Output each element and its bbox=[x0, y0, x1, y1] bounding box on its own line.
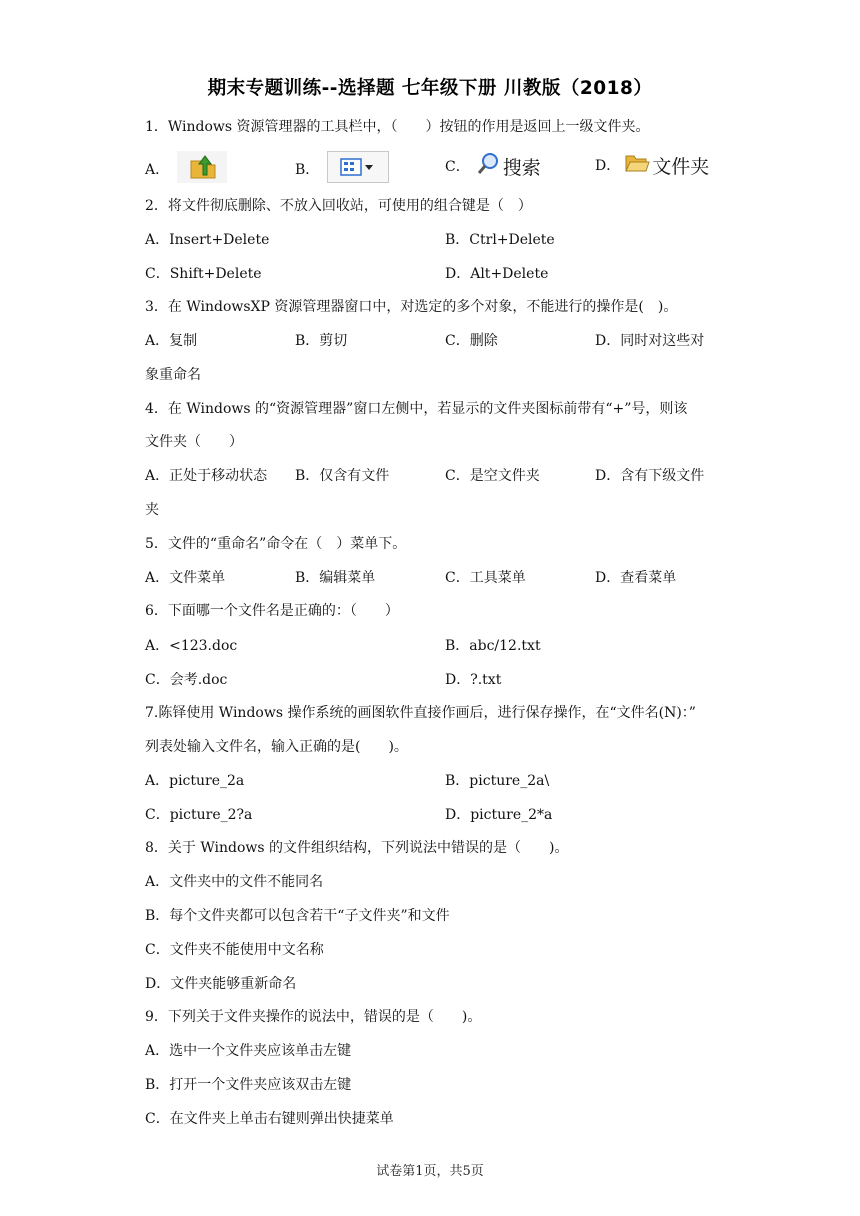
question-9-option-a[interactable]: A．选中一个文件夹应该单击左键 bbox=[145, 1043, 352, 1059]
question-8-option-c[interactable]: C．文件夹不能使用中文名称 bbox=[145, 942, 324, 958]
question-9-option-b[interactable]: B．打开一个文件夹应该双击左键 bbox=[145, 1077, 352, 1093]
question-4-option-d[interactable]: D．含有下级文件 bbox=[595, 468, 705, 484]
question-9-option-c[interactable]: C．在文件夹上单击右键则弹出快捷菜单 bbox=[145, 1111, 394, 1127]
question-1-option-b[interactable] bbox=[295, 151, 389, 187]
question-7-option-c[interactable]: C．picture_2?a bbox=[145, 807, 253, 823]
question-6-option-c[interactable]: C．会考.doc bbox=[145, 672, 228, 688]
question-3-option-b[interactable]: B．剪切 bbox=[295, 333, 348, 349]
question-5-option-a[interactable]: A．文件菜单 bbox=[145, 570, 226, 586]
option-label: B． bbox=[295, 162, 320, 178]
question-3-option-d-wrap: 象重命名 bbox=[145, 367, 201, 383]
question-4-option-c[interactable]: C．是空文件夹 bbox=[445, 468, 540, 484]
question-4-option-b[interactable]: B．仅含有文件 bbox=[295, 468, 390, 484]
question-8-option-a[interactable]: A．文件夹中的文件不能同名 bbox=[145, 874, 324, 890]
question-4-option-d-wrap: 夹 bbox=[145, 502, 159, 518]
question-5-stem: 5．文件的“重命名”命令在（ ）菜单下。 bbox=[145, 536, 407, 552]
question-7-option-b[interactable]: B．picture_2a\ bbox=[445, 773, 550, 789]
option-label: C． bbox=[445, 159, 470, 175]
question-4-stem: 4．在 Windows 的“资源管理器”窗口左侧中，若显示的文件夹图标前带有“+”号，则该 bbox=[145, 401, 688, 417]
folder-label: 文件夹 bbox=[652, 155, 710, 178]
view-menu-icon bbox=[327, 151, 389, 187]
question-7-option-a[interactable]: A．picture_2a bbox=[145, 773, 245, 789]
question-3-option-d[interactable]: D．同时对这些对 bbox=[595, 333, 705, 349]
question-2-option-b[interactable]: B．Ctrl+Delete bbox=[445, 232, 555, 248]
option-label: D． bbox=[595, 158, 621, 174]
question-8-option-b[interactable]: B．每个文件夹都可以包含若干“子文件夹”和文件 bbox=[145, 908, 450, 924]
folder-icon bbox=[624, 151, 650, 179]
question-2-option-d[interactable]: D．Alt+Delete bbox=[445, 266, 549, 282]
question-2-stem: 2．将文件彻底删除、不放入回收站，可使用的组合键是（ ） bbox=[145, 198, 532, 214]
question-1-option-d[interactable] bbox=[595, 151, 709, 179]
question-8-stem: 8．关于 Windows 的文件组织结构，下列说法中错误的是（ )。 bbox=[145, 840, 569, 856]
question-2-option-a[interactable]: A．Insert+Delete bbox=[145, 232, 270, 248]
question-5-option-d[interactable]: D．查看菜单 bbox=[595, 570, 677, 586]
question-6-option-a[interactable]: A．<123.doc bbox=[145, 638, 238, 654]
question-1-stem: 1．Windows 资源管理器的工具栏中，（ ）按钮的作用是返回上一级文件夹。 bbox=[145, 119, 650, 135]
question-3-stem: 3．在 WindowsXP 资源管理器窗口中，对选定的多个对象，不能进行的操作是( )。 bbox=[145, 299, 678, 315]
question-6-stem: 6．下面哪一个文件名是正确的：（ ） bbox=[145, 603, 399, 619]
question-9-stem: 9．下列关于文件夹操作的说法中，错误的是（ )。 bbox=[145, 1009, 482, 1025]
question-3-option-c[interactable]: C．删除 bbox=[445, 333, 498, 349]
question-4-option-a[interactable]: A．正处于移动状态 bbox=[145, 468, 268, 484]
question-7-stem: 7.陈铎使用 Windows 操作系统的画图软件直接作画后，进行保存操作，在“文件名(N)：” bbox=[145, 705, 696, 721]
question-6-option-d[interactable]: D．?.txt bbox=[445, 672, 502, 688]
question-6-option-b[interactable]: B．abc/12.txt bbox=[445, 638, 541, 654]
page-footer: 试卷第1页，共5页 bbox=[376, 1164, 484, 1179]
question-5-option-c[interactable]: C．工具菜单 bbox=[445, 570, 526, 586]
question-3-option-a[interactable]: A．复制 bbox=[145, 333, 198, 349]
up-folder-icon bbox=[177, 151, 227, 187]
search-label: 搜索 bbox=[502, 156, 541, 179]
page-title: 期末专题训练--选择题 七年级下册 川教版（2018） bbox=[207, 78, 653, 99]
question-7-option-d[interactable]: D．picture_2*a bbox=[445, 807, 553, 823]
question-8-option-d[interactable]: D．文件夹能够重新命名 bbox=[145, 976, 297, 992]
question-4-stem-wrap: 文件夹（ ） bbox=[145, 434, 243, 450]
question-1-option-c[interactable] bbox=[445, 151, 541, 181]
option-label: A． bbox=[145, 162, 170, 178]
search-icon bbox=[478, 151, 500, 181]
question-7-stem-wrap: 列表处输入文件名，输入正确的是( )。 bbox=[145, 739, 408, 755]
question-1-option-a[interactable] bbox=[145, 151, 227, 187]
question-2-option-c[interactable]: C．Shift+Delete bbox=[145, 266, 262, 282]
question-5-option-b[interactable]: B．编辑菜单 bbox=[295, 570, 376, 586]
